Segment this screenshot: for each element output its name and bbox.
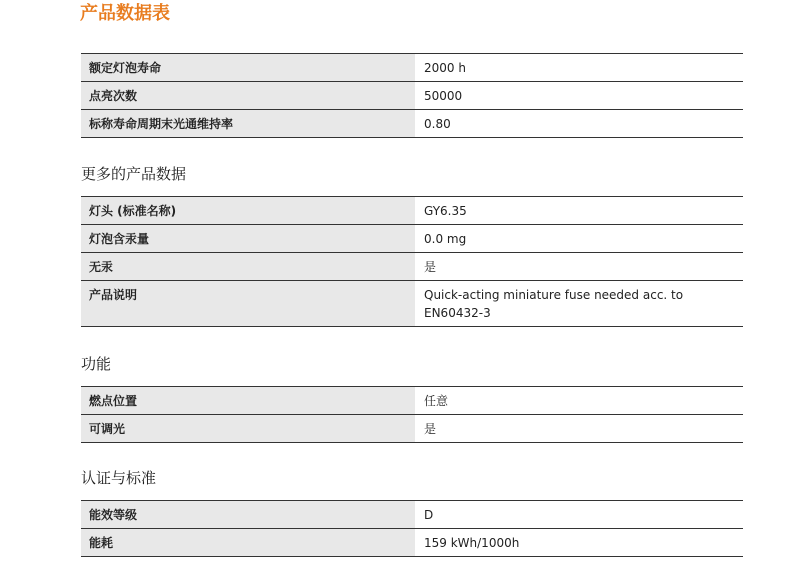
row-value: 159 kWh/1000h [424,536,520,550]
row-label: 能耗 [81,529,415,556]
table-row [81,529,743,557]
spec-table [81,386,743,443]
row-value: Quick-acting miniature fuse needed acc. to EN60432-3 [424,288,684,320]
row-value: 50000 [424,89,463,103]
spec-table [81,500,743,557]
table-row [81,253,743,281]
row-value: 任意 [424,394,449,408]
row-label: 标称寿命周期末光通维持率 [81,110,415,137]
table-row [81,197,743,225]
section-functions [81,354,743,443]
section-heading: 更多的产品数据 [81,165,187,183]
table-row [81,54,743,82]
table-row [81,415,743,443]
row-label: 灯头 (标准名称) [81,197,415,224]
row-value: D [424,508,434,522]
table-row [81,281,743,327]
row-value: 0.80 [424,117,451,131]
row-label: 能效等级 [81,501,415,528]
row-label: 无汞 [81,253,415,280]
row-label: 额定灯泡寿命 [81,54,415,81]
section-heading: 认证与标准 [81,469,157,487]
table-row [81,82,743,110]
row-label: 灯泡含汞量 [81,225,415,252]
table-row [81,110,743,138]
table-row [81,225,743,253]
row-label: 燃点位置 [81,387,415,414]
row-value: 0.0 mg [424,232,467,246]
row-label: 可调光 [81,415,415,442]
section-heading: 功能 [81,355,112,373]
spec-table [81,196,743,327]
section-more-product-data [81,164,743,327]
row-value: 是 [424,422,437,436]
table-row [81,501,743,529]
table-row [81,387,743,415]
row-label: 产品说明 [81,281,415,326]
row-value: GY6.35 [424,204,467,218]
page-title: 产品数据表 [80,3,170,24]
row-label: 点亮次数 [81,82,415,109]
row-value: 2000 h [424,61,466,75]
section-lifetime [81,53,743,138]
row-value: 是 [424,260,437,274]
section-certification [81,468,743,557]
spec-table [81,53,743,138]
